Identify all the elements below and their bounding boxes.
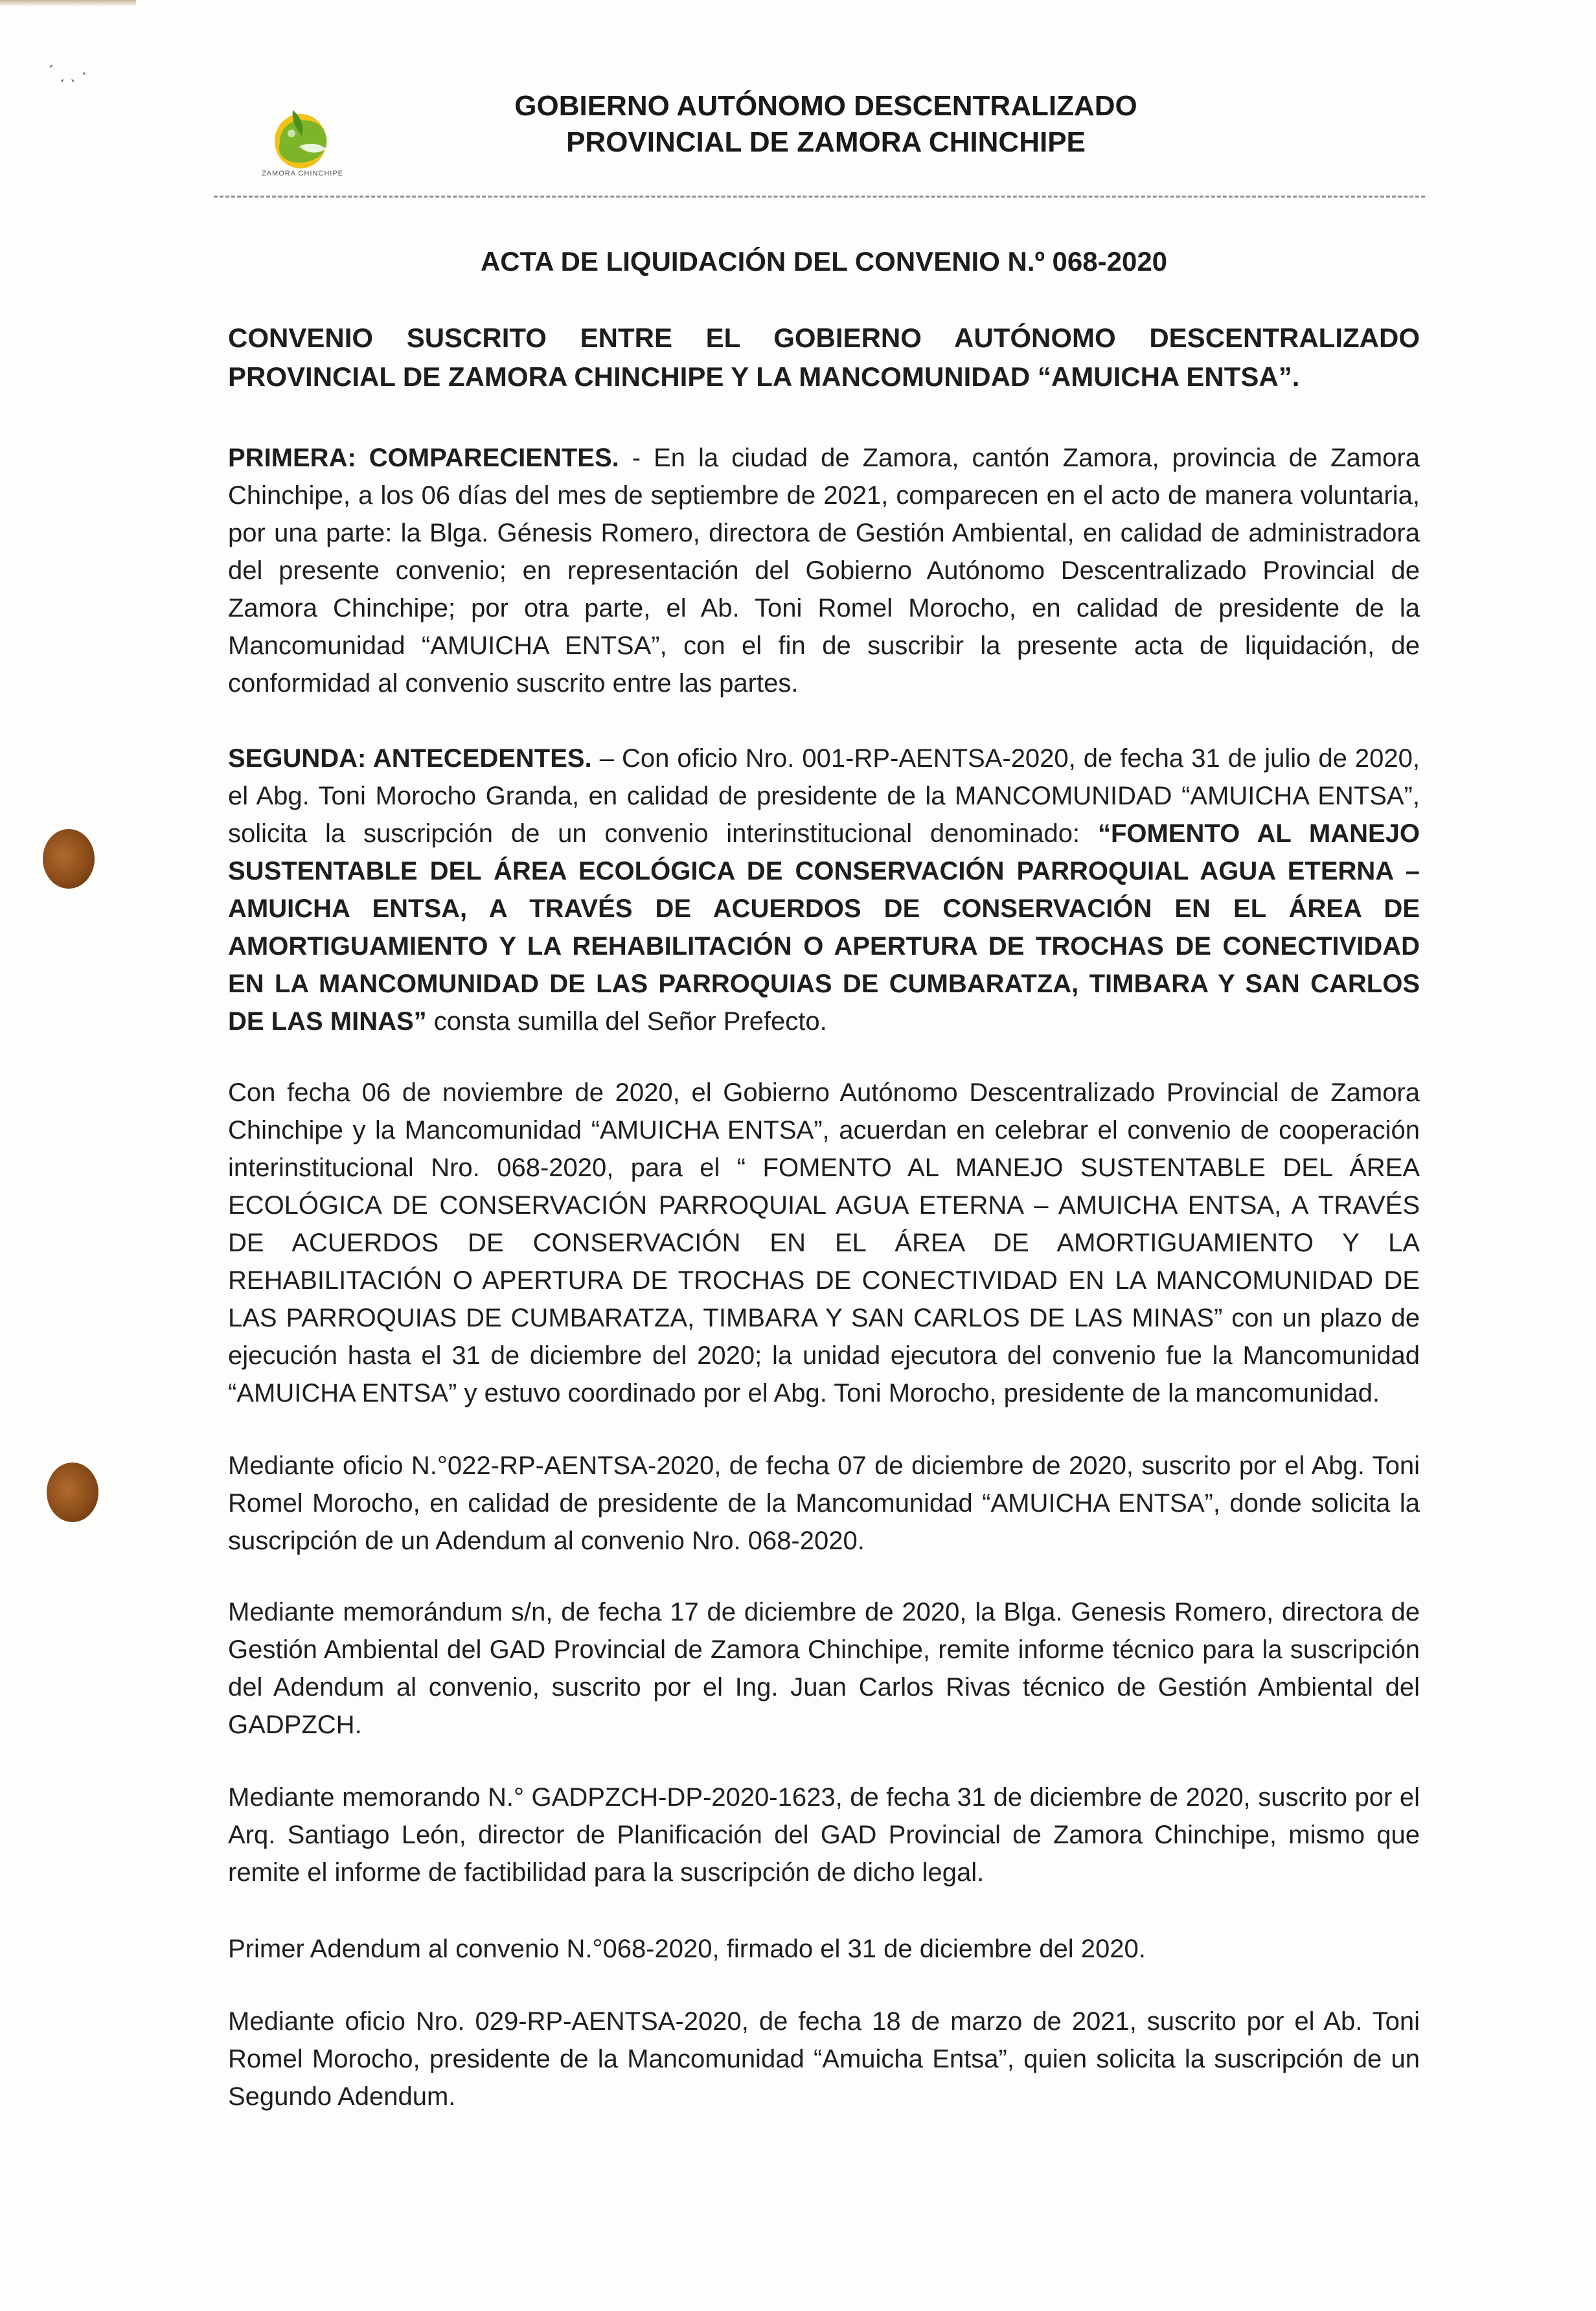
punch-hole-upper (43, 829, 95, 889)
section-primera-heading: PRIMERA: COMPARECIENTES. (228, 444, 619, 472)
header-line-1: GOBIERNO AUTÓNOMO DESCENTRALIZADO (514, 90, 1137, 122)
province-leaf-logo-icon (254, 97, 351, 194)
section-segunda-heading: SEGUNDA: ANTECEDENTES. (228, 744, 592, 773)
paragraph-memorando-planificacion: Mediante memorando N.° GADPZCH-DP-2020-1623, de fecha 31 de diciembre de 2020, suscrito por el Arq. Santiago León, director de Planificación del GAD Provincial de Zamora Chinchipe, mismo que remite el informe de factibilidad para la suscripción de dicho legal. (228, 1783, 1420, 1887)
institution-header (428, 88, 1224, 161)
paragraph-memorandum: Mediante memorándum s/n, de fecha 17 de diciembre de 2020, la Blga. Genesis Romero, directora de Gestión Ambiental del GAD Provincial de Zamora Chinchipe, remite informe técnico para la suscripción del Adendum al convenio, suscrito por el Ing. Juan Carlos Rivas técnico de Gestión Ambiental del GADPZCH. (228, 1598, 1420, 1739)
section-primera-text: - En la ciudad de Zamora, cantón Zamora, provincia de Zamora Chinchipe, a los 06 días del mes de septiembre de 2021, comparecen en el acto de manera voluntaria, por una parte: la Blga. Génesis Romero, directora de Gestión Ambiental, en calidad de administradora del presente convenio; en representación del Gobierno Autónomo Descentralizado Provincial de Zamora Chinchipe; por otra parte, el Ab. Toni Romel Morocho, en calidad de presidente de la Mancomunidad “AMUICHA ENTSA”, con el fin de suscribir la presente acta de liquidación, de conformidad al convenio suscrito entre las partes. (228, 444, 1420, 698)
section-segunda-text-before: – Con oficio Nro. 001-RP-AENTSA-2020, de fecha 31 de julio de 2020, el Abg. Toni Morocho Granda, en calidad de presidente de la MANCOMUNIDAD “AMUICHA ENTSA”, solicita la suscripción de un convenio interinstitucional denominado: (228, 744, 1420, 848)
header-divider (214, 196, 1425, 198)
punch-hole-lower (47, 1463, 98, 1522)
section-segunda-text-after: consta sumilla del Señor Prefecto. (426, 1007, 827, 1036)
paragraph-convenio-celebrado: Con fecha 06 de noviembre de 2020, el Gobierno Autónomo Descentralizado Provincial de Zamora Chinchipe y la Mancomunidad “AMUICHA ENTSA”, acuerdan en celebrar el convenio de cooperación interinstitucional Nro. 068-2020, para el “ FOMENTO AL MANEJO SUSTENTABLE DEL ÁREA ECOLÓGICA DE CONSERVACIÓN PARROQUIAL AGUA ETERNA – AMUICHA ENTSA, A TRAVÉS DE ACUERDOS DE CONSERVACIÓN EN EL ÁREA DE AMORTIGUAMIENTO Y LA REHABILITACIÓN O APERTURA DE TROCHAS DE CONECTIVIDAD EN LA MANCOMUNIDAD DE LAS PARROQUIAS DE CUMBARATZA, TIMBARA Y SAN CARLOS DE LAS MINAS” con un plazo de ejecución hasta el 31 de diciembre del 2020; la unidad ejecutora del convenio fue la Mancomunidad “AMUICHA ENTSA” y estuvo coordinado por el Abg. Toni Morocho, presidente de la mancomunidad. (228, 1078, 1420, 1407)
paragraph-oficio-022: Mediante oficio N.°022-RP-AENTSA-2020, de fecha 07 de diciembre de 2020, suscrito por el Abg. Toni Romel Morocho, en calidad de presidente de la Mancomunidad “AMUICHA ENTSA”, donde solicita la suscripción de un Adendum al convenio Nro. 068-2020. (228, 1451, 1420, 1555)
logo-caption: ZAMORA CHINCHIPE (261, 170, 343, 177)
paragraph-oficio-029: Mediante oficio Nro. 029-RP-AENTSA-2020, de fecha 18 de marzo de 2021, suscrito por el Ab. Toni Romel Morocho, presidente de la Mancomunidad “Amuicha Entsa”, quien solicita la suscripción de un Segundo Adendum. (228, 2007, 1420, 2111)
section-primera (228, 439, 1420, 702)
scan-smudge (0, 0, 136, 6)
document-title: ACTA DE LIQUIDACIÓN DEL CONVENIO N.º 068-2020 (480, 246, 1168, 277)
document-subtitle: CONVENIO SUSCRITO ENTRE EL GOBIERNO AUTÓNOMO DESCENTRALIZADO PROVINCIAL DE ZAMORA CHINCHIPE Y LA MANCOMUNIDAD “AMUICHA ENTSA”. (228, 323, 1420, 392)
scan-speck-mark: ˊ ˏ ˎ · (48, 62, 87, 82)
paragraph-primer-adendum: Primer Adendum al convenio N.°068-2020, firmado el 31 de diciembre del 2020. (228, 1935, 1146, 1963)
section-segunda (228, 740, 1420, 1040)
header-line-2: PROVINCIAL DE ZAMORA CHINCHIPE (566, 126, 1086, 158)
project-name: “FOMENTO AL MANEJO SUSTENTABLE DEL ÁREA ECOLÓGICA DE CONSERVACIÓN PARROQUIAL AGUA ETERNA – AMUICHA ENTSA, A TRAVÉS DE ACUERDOS DE CONSERVACIÓN EN EL ÁREA DE AMORTIGUAMIENTO Y LA REHABILITACIÓN O APERTURA DE TROCHAS DE CONECTIVIDAD EN LA MANCOMUNIDAD DE LAS PARROQUIAS DE CUMBARATZA, TIMBARA Y SAN CARLOS DE LAS MINAS” (228, 819, 1420, 1036)
